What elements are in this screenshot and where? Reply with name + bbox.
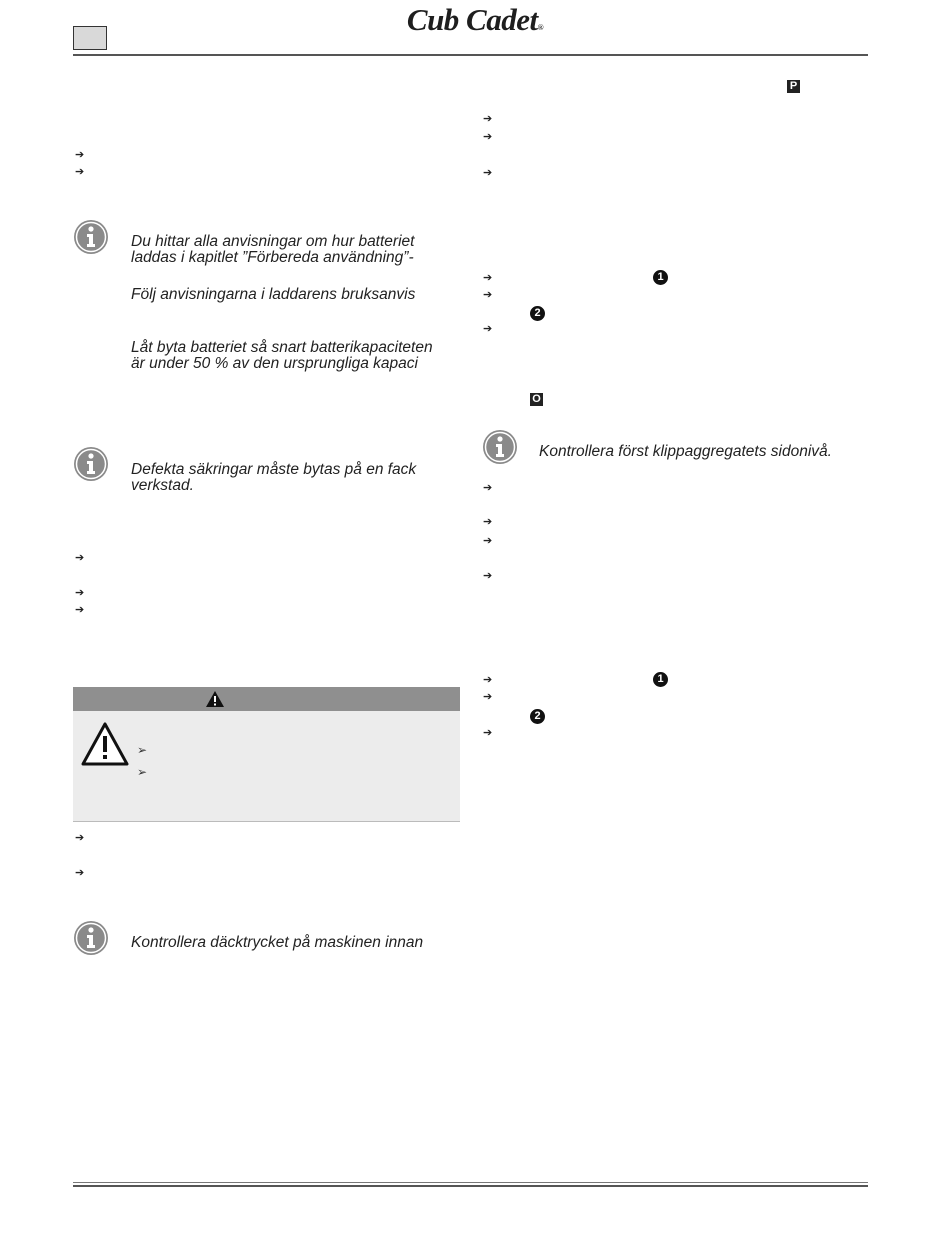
warning-triangle-icon (80, 721, 130, 767)
footer-rule (73, 1185, 868, 1187)
footer-rule (73, 1182, 868, 1183)
info-icon (73, 219, 109, 255)
warning-small-icon (205, 690, 225, 708)
info-icon (73, 446, 109, 482)
bullet-arrow: ➔ (75, 149, 85, 161)
battery-note-line: Låt byta batteriet så snart batterikapaciteten (131, 339, 433, 356)
bullet-arrow: ➔ (483, 167, 493, 179)
bullet-arrow: ➔ (75, 867, 85, 879)
step-two-badge: 2 (530, 306, 545, 321)
tire-note-line: Kontrollera däcktrycket på maskinen innan (131, 934, 424, 951)
header-rule (73, 54, 868, 56)
battery-note-line: Du hittar alla anvisningar om hur batteriet (131, 233, 415, 250)
battery-note-line: är under 50 % av den ursprungliga kapaci (131, 355, 418, 372)
park-symbol: P (787, 80, 800, 93)
bullet-arrow: ➔ (483, 691, 493, 703)
bullet-arrow: ➔ (75, 604, 85, 616)
bullet-arrow: ➔ (483, 289, 493, 301)
bullet-arrow: ➔ (483, 113, 493, 125)
step-two-badge: 2 (530, 709, 545, 724)
bullet-arrow: ➔ (483, 323, 493, 335)
bullet-arrow: ➔ (483, 482, 493, 494)
bullet-arrow: ➔ (75, 832, 85, 844)
info-icon (482, 429, 518, 465)
warning-box (73, 687, 460, 822)
chevron-bullet: ➢ (137, 743, 148, 757)
bullet-arrow: ➔ (483, 535, 493, 547)
step-one-badge: 1 (653, 672, 668, 687)
bullet-arrow: ➔ (483, 131, 493, 143)
zero-symbol: O (530, 393, 543, 406)
bullet-arrow: ➔ (75, 166, 85, 178)
warning-header-bar (73, 687, 460, 711)
fuse-note-line: Defekta säkringar måste bytas på en fack (131, 461, 417, 478)
bullet-arrow: ➔ (483, 674, 493, 686)
mower-note-line: Kontrollera först klippaggregatets sidonivå. (539, 443, 832, 460)
info-icon (73, 920, 109, 956)
bullet-arrow: ➔ (75, 587, 85, 599)
bullet-arrow: ➔ (483, 570, 493, 582)
brand-logo: Cub Cadet® (406, 2, 544, 37)
battery-note-line: laddas i kapitlet ”Förbereda användning”- (131, 249, 414, 266)
battery-note-line: Följ anvisningarna i laddarens bruksanvis (131, 286, 416, 303)
bullet-arrow: ➔ (75, 552, 85, 564)
bullet-arrow: ➔ (483, 727, 493, 739)
fuse-note-line: verkstad. (131, 477, 194, 494)
chevron-bullet: ➢ (137, 765, 148, 779)
bullet-arrow: ➔ (483, 516, 493, 528)
bullet-arrow: ➔ (483, 272, 493, 284)
step-one-badge: 1 (653, 270, 668, 285)
